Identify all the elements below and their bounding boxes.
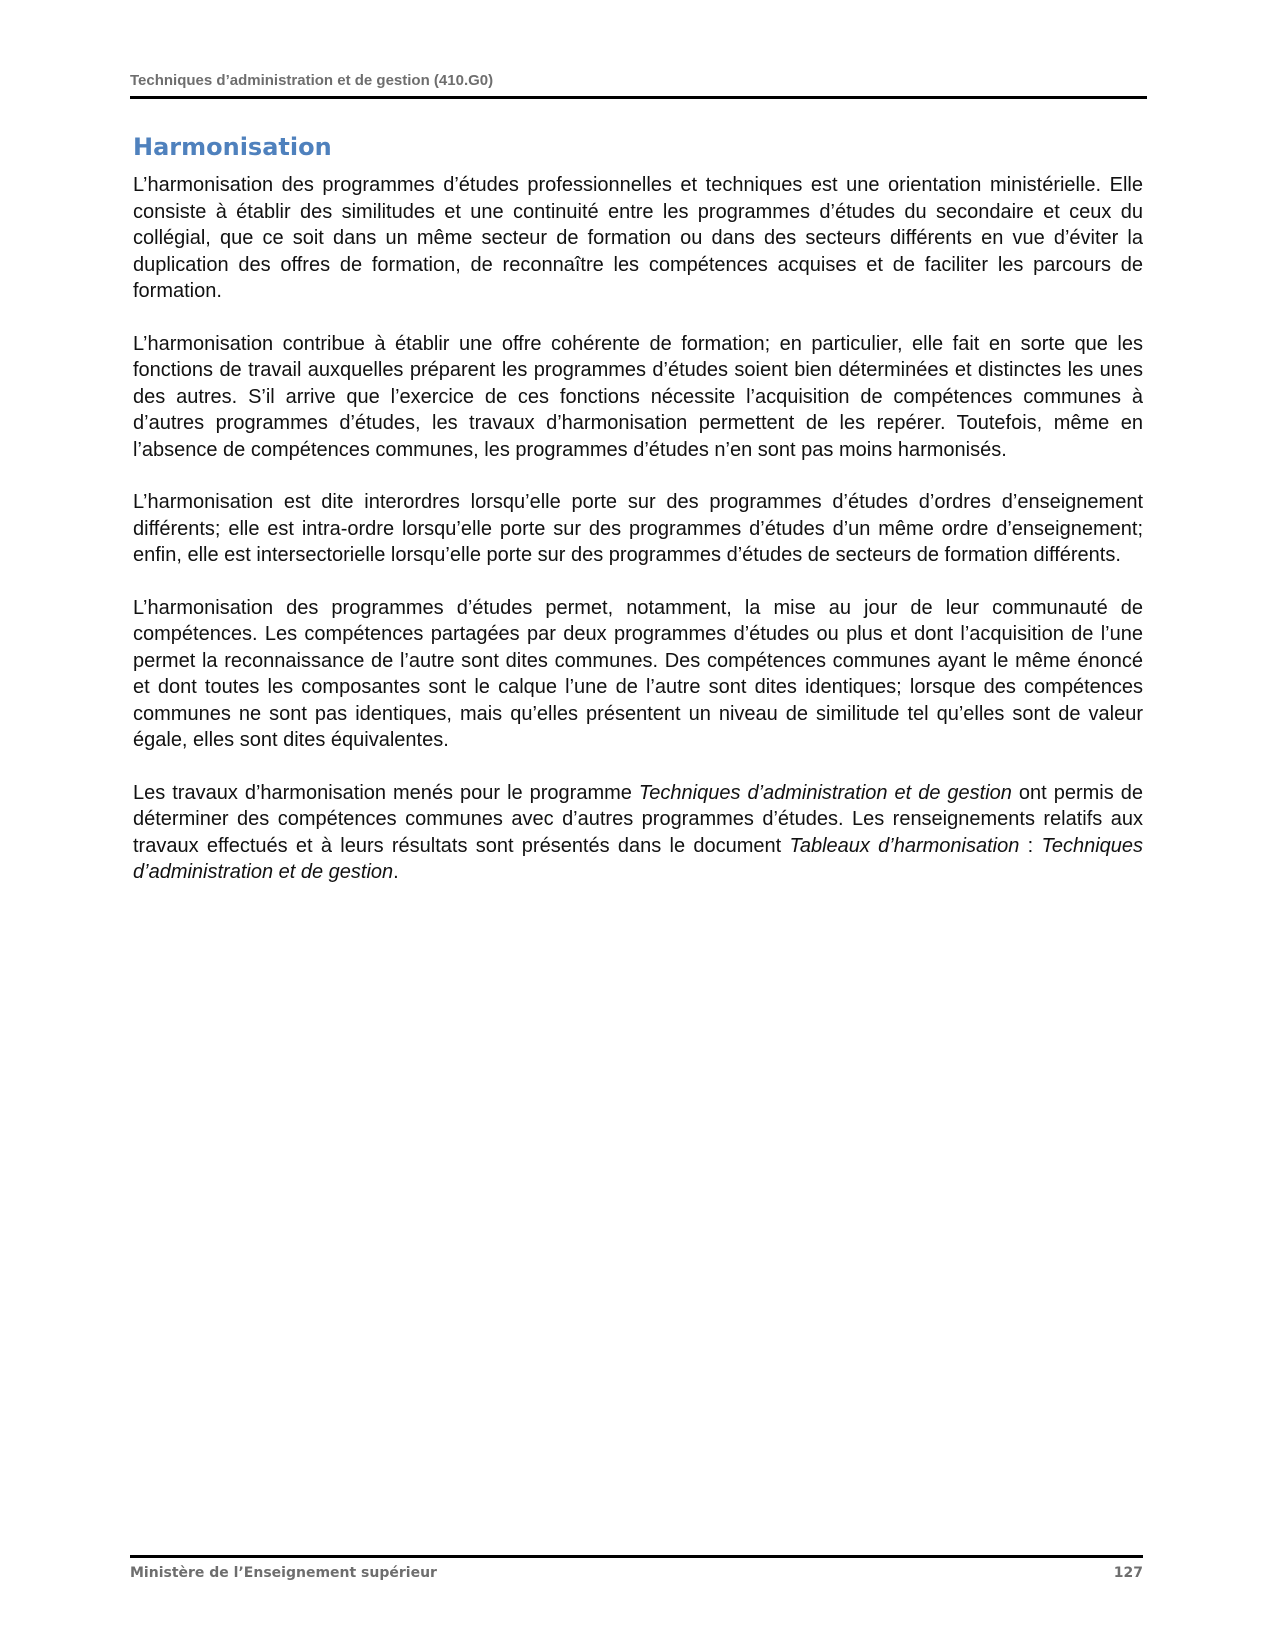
paragraph-3: L’harmonisation est dite interordres lorsqu’elle porte sur des programmes d’études d’ordres d’enseignement différents; elle est intra-ordre lorsqu’elle porte sur des programmes d’études d’un même ordre d’enseignement; enfin, elle est intersectorielle lorsqu’elle porte sur des programmes d’études de secteurs de formation différents. [133,491,1143,566]
paragraph-5 [133,780,1143,886]
paragraph-5-text-b: ont permis de déterminer des compétences communes avec d’autres programmes d’études. Les renseignements relatifs aux travaux effectués et à leurs résultats sont présentés dans le document [133,781,1143,857]
document-title-italic: Tableaux d’harmonisation [789,834,1020,857]
paragraph-5-separator: : [1019,834,1042,857]
program-title-italic: Techniques d’administration et de gestion [638,781,1012,804]
paragraph-1: L’harmonisation des programmes d’études professionnelles et techniques est une orientation ministérielle. Elle consiste à établir des similitudes et une continuité entre les programmes d’études du secondaire et ceux du collégial, que ce soit dans un même secteur de formation ou dans des secteurs différents en vue d’éviter la duplication des offres de formation, de reconnaître les compétences acquises et de faciliter les parcours de formation. [133,174,1143,302]
running-header-title: Techniques d’administration et de gestion (410.G0) [130,72,494,89]
page-number: 127 [1113,1565,1143,1581]
document-subtitle-italic: Techniques d’administration et de gestion [133,834,1144,883]
paragraph-4: L’harmonisation des programmes d’études permet, notamment, la mise au jour de leur communauté de compétences. Les compétences partagées par deux programmes d’études ou plus et dont l’acquisition de l’une permet la reconnaissance de l’autre sont dites communes. Des compétences communes ayant le même énoncé et dont toutes les composantes sont le calque l’une de l’autre sont dites identiques; lorsque des compétences communes ne sont pas identiques, mais qu’elles présentent un niveau de similitude tel qu’elles sont de valeur égale, elles sont dites équivalentes. [133,596,1143,751]
section-title: Harmonisation [133,133,332,161]
footer-ministry: Ministère de l’Enseignement supérieur [130,1565,437,1581]
main-content [133,132,1143,912]
paragraph-2: L’harmonisation contribue à établir une offre cohérente de formation; en particulier, elle fait en sorte que les fonctions de travail auxquelles préparent les programmes d’études soient bien déterminées et distinctes les unes des autres. S’il arrive que l’exercice de ces fonctions nécessite l’acquisition de compétences communes à d’autres programmes d’études, les travaux d’harmonisation permettent de les repérer. Toutefois, même en l’absence de compétences communes, les programmes d’études n’en sont pas moins harmonisés. [133,332,1143,461]
paragraph-5-text-a: Les travaux d’harmonisation menés pour le programme [133,781,639,804]
paragraph-5-period: . [393,861,399,883]
page-footer [130,1555,1143,1582]
page-header [130,72,1147,99]
